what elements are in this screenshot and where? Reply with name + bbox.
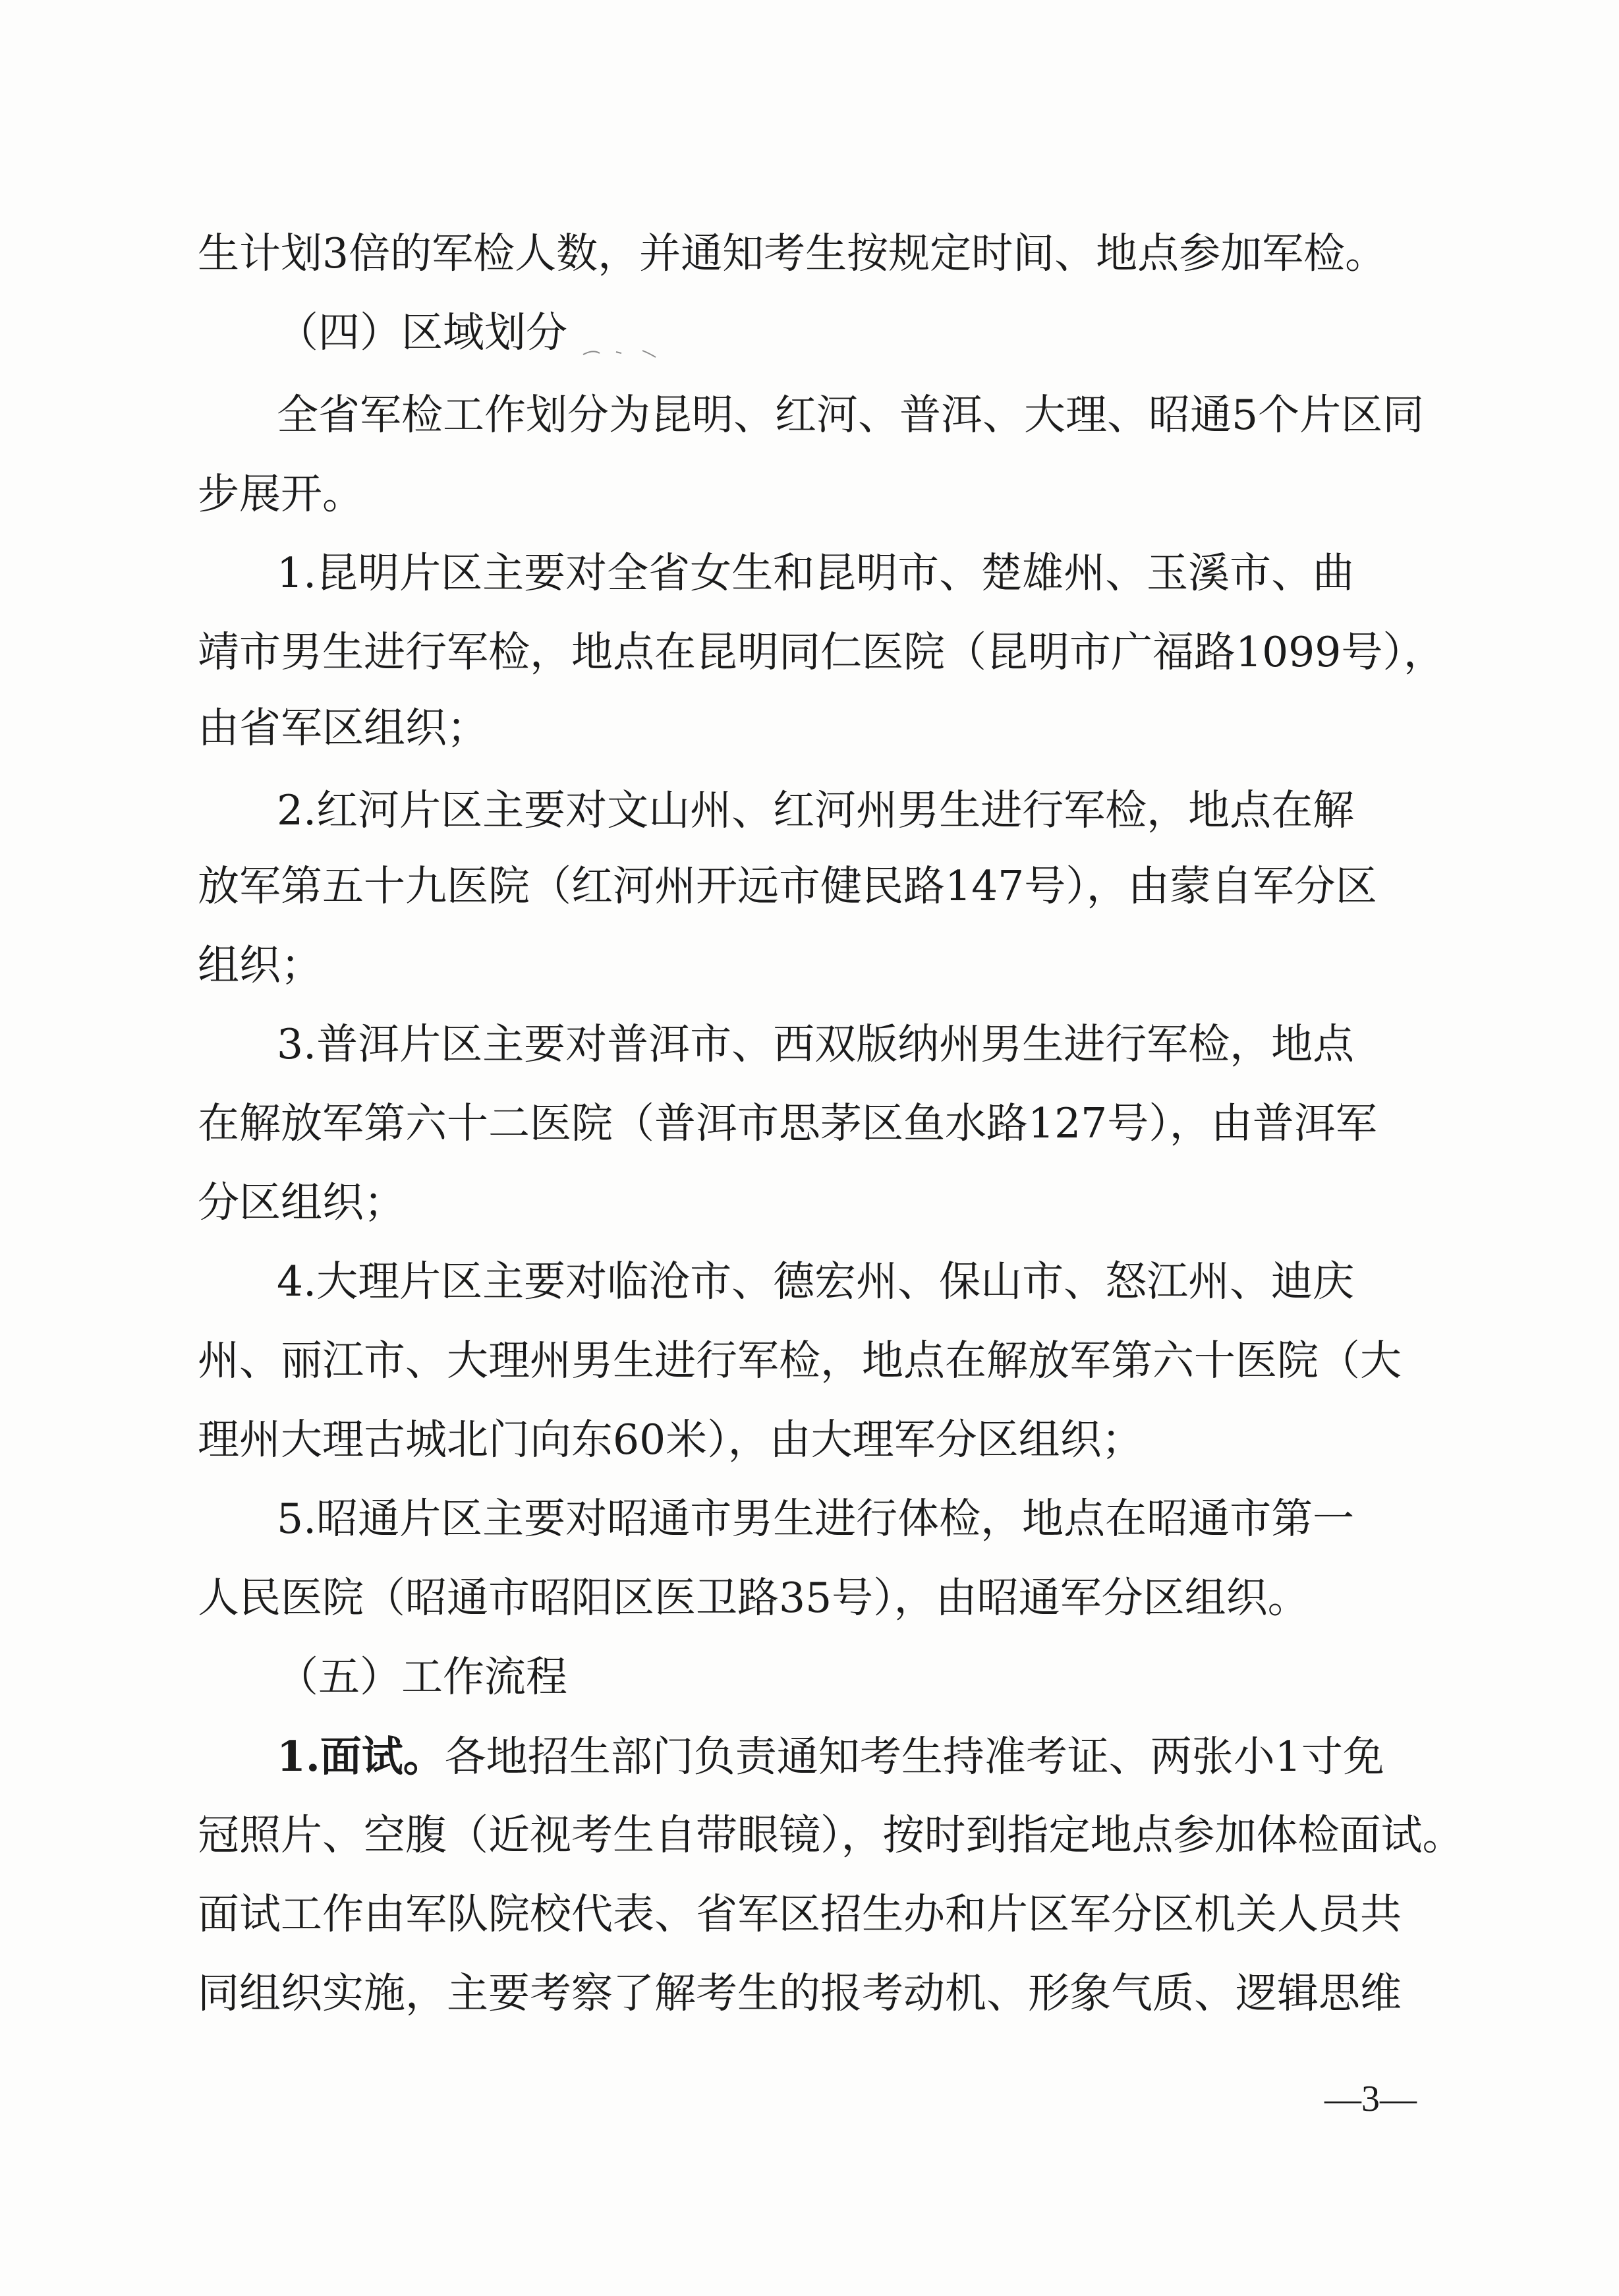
body-line: 理州大理古城北门向东60米），由大理军分区组织； xyxy=(198,1416,1143,1464)
body-line: 州、丽江市、大理州男生进行军检，地点在解放军第六十医院（大 xyxy=(198,1336,1402,1385)
list-item-dali: 4.大理片区主要对临沧市、德宏州、保山市、怒江州、迪庆 xyxy=(277,1257,1355,1306)
body-line: 分区组织； xyxy=(198,1178,405,1226)
body-line: 同组织实施，主要考察了解考生的报考动机、形象气质、逻辑思维 xyxy=(198,1969,1402,2017)
list-item-zhaotong: 5.昭通片区主要对昭通市男生进行体检，地点在昭通市第一 xyxy=(277,1495,1355,1543)
scan-speck-mark xyxy=(580,343,679,362)
body-line: 人民医院（昭通市昭阳区医卫路35号），由昭通军分区组织。 xyxy=(198,1574,1309,1622)
list-item-interview xyxy=(277,1730,1384,1783)
body-line: 冠照片、空腹（近视考生自带眼镜），按时到指定地点参加体检面试。 xyxy=(198,1811,1464,1859)
page-number: —3— xyxy=(1324,2079,1417,2119)
body-line: 面试工作由军队院校代表、省军区招生办和片区军分区机关人员共 xyxy=(198,1890,1402,1938)
interview-text: 各地招生部门负责通知考生持准考证、两张小1寸免 xyxy=(444,1733,1384,1781)
body-line: 在解放军第六十二医院（普洱市思茅区鱼水路127号），由普洱军 xyxy=(198,1099,1377,1147)
body-line: 步展开。 xyxy=(198,470,364,518)
interview-label: 1.面试。 xyxy=(277,1732,445,1781)
body-line: 靖市男生进行军检，地点在昆明同仁医院（昆明市广福路1099号）， xyxy=(198,628,1445,676)
list-item-kunming: 1.昆明片区主要对全省女生和昆明市、楚雄州、玉溪市、曲 xyxy=(277,549,1355,597)
body-line: 放军第五十九医院（红河州开远市健民路147号），由蒙自军分区 xyxy=(198,862,1377,910)
list-item-honghe: 2.红河片区主要对文山州、红河州男生进行军检，地点在解 xyxy=(277,786,1355,834)
body-line: 生计划3倍的军检人数，并通知考生按规定时间、地点参加军检。 xyxy=(198,229,1387,277)
section-heading: （五）工作流程 xyxy=(277,1653,567,1701)
body-line: 由省军区组织； xyxy=(198,704,488,752)
body-line: 全省军检工作划分为昆明、红河、普洱、大理、昭通5个片区同 xyxy=(277,391,1425,439)
list-item-puer: 3.普洱片区主要对普洱市、西双版纳州男生进行军检，地点 xyxy=(277,1020,1355,1068)
section-heading: （四）区域划分 xyxy=(277,308,567,357)
body-line: 组织； xyxy=(198,941,322,989)
